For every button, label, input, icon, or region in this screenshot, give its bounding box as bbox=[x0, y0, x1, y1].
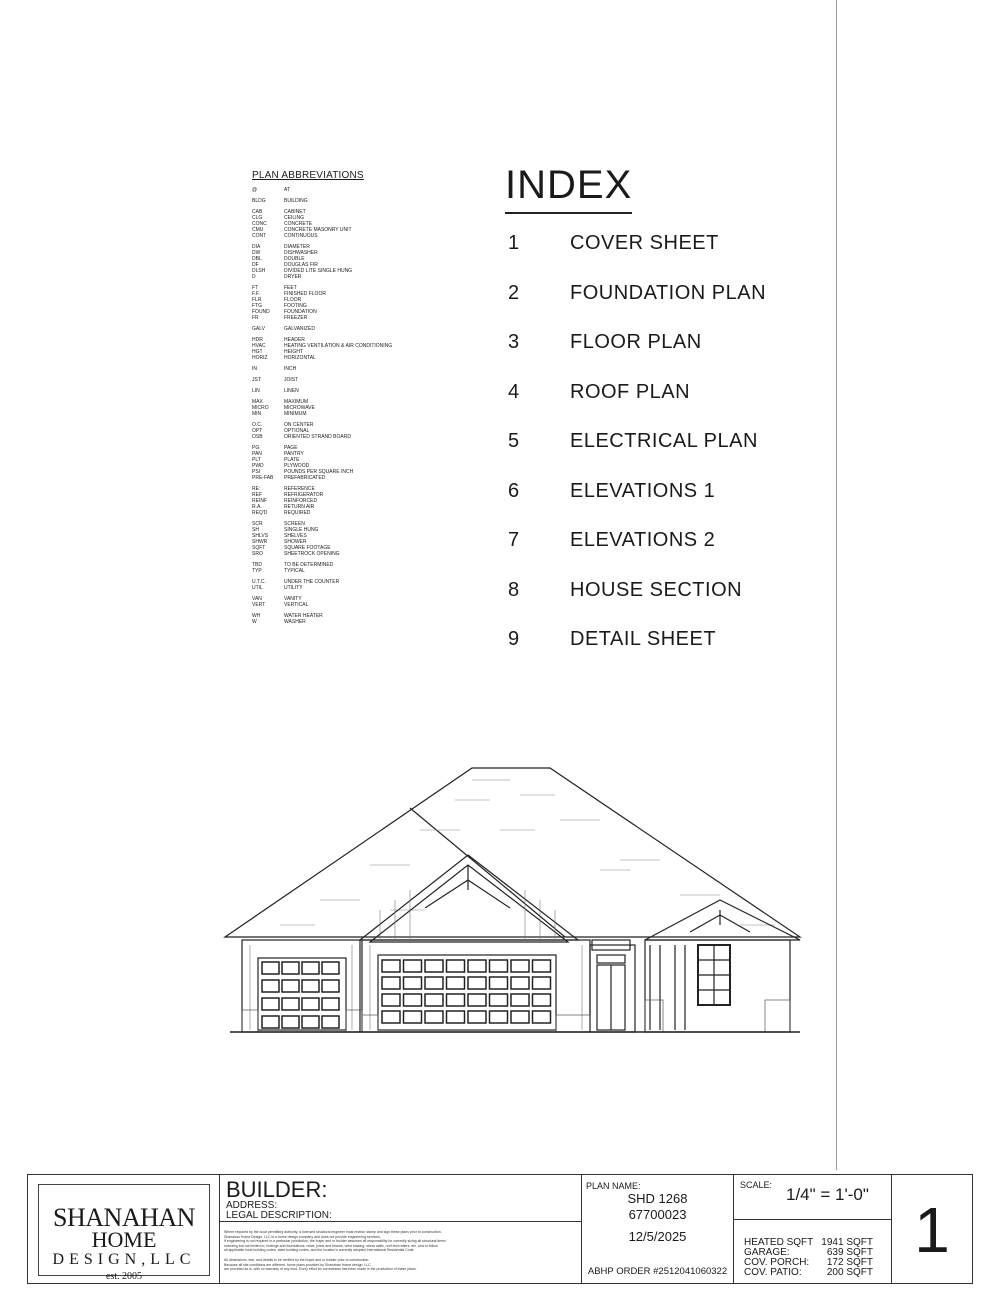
abbreviation-code: FR bbox=[252, 315, 259, 321]
abbreviation-meaning: FLOOR bbox=[284, 297, 302, 303]
abbreviation-code: REQ'D bbox=[252, 510, 268, 516]
abbreviation-meaning: DISHWASHER bbox=[284, 250, 318, 256]
index-label: HOUSE SECTION bbox=[570, 578, 743, 601]
abbreviation-meaning: CABINET bbox=[284, 209, 306, 215]
abbreviation-group bbox=[252, 244, 452, 280]
abbreviation-group bbox=[252, 187, 452, 193]
abbreviation-meaning: UTILITY bbox=[284, 585, 303, 591]
abbreviation-code: FT bbox=[252, 285, 259, 291]
abbreviation-code: PSI bbox=[252, 469, 261, 475]
abbreviation-meaning: DOUBLE bbox=[284, 256, 305, 262]
index-label: COVER SHEET bbox=[570, 232, 719, 254]
abbreviation-meaning: VERTICAL bbox=[284, 602, 309, 608]
sqft-label: COV. PATIO: bbox=[744, 1267, 802, 1278]
abbreviation-group bbox=[252, 596, 452, 608]
sqft-row bbox=[744, 1267, 873, 1278]
abbreviation-code: DLSH bbox=[252, 268, 266, 274]
disclaimer-line: If engineering is not required in a particular jurisdiction, the buyer and or builder assumes all responsibility for correctly sizing all structural items bbox=[224, 1239, 446, 1243]
abbreviation-code: PAN bbox=[252, 451, 262, 457]
abbreviation-row bbox=[252, 198, 452, 204]
sqft-value: 1941 SQFT bbox=[821, 1237, 873, 1248]
abbreviation-code: FTG bbox=[252, 303, 262, 309]
abbreviation-code: WH bbox=[252, 613, 261, 619]
abbreviation-code: SRO bbox=[252, 551, 263, 557]
abbreviation-code: PG bbox=[252, 445, 260, 451]
abbreviation-code: FOUND bbox=[252, 309, 270, 315]
abbreviation-code: CLG bbox=[252, 215, 263, 221]
address-label: ADDRESS: bbox=[226, 1200, 278, 1211]
index-label: FLOOR PLAN bbox=[570, 331, 702, 353]
abbreviation-group bbox=[252, 422, 452, 440]
abbreviation-meaning: HORIZONTAL bbox=[284, 355, 316, 361]
abbreviation-code: REINF bbox=[252, 498, 267, 504]
abbreviation-group bbox=[252, 445, 452, 481]
abbreviation-code: DBL bbox=[252, 256, 262, 262]
abbreviation-group bbox=[252, 579, 452, 591]
plan-name-label: PLAN NAME: bbox=[586, 1181, 641, 1191]
disclaimer-line: including but not limited to, footings and foundations, rebar, joists and beams, wind bracing, shear walls, roof and rafters, etc, and to follow bbox=[224, 1243, 438, 1248]
abbreviation-meaning: WATER HEATER bbox=[284, 613, 323, 619]
index-number: 1 bbox=[508, 232, 520, 254]
abbreviation-row bbox=[252, 355, 452, 361]
right-gable bbox=[645, 900, 800, 940]
abbreviation-meaning: INCH bbox=[284, 366, 297, 372]
abbreviation-code: TBD bbox=[252, 562, 262, 568]
abbreviation-meaning: PLYWOOD bbox=[284, 463, 310, 469]
abbreviation-meaning: PAGE bbox=[284, 445, 298, 451]
entry-door bbox=[592, 940, 630, 1030]
abbreviation-meaning: SHOWER bbox=[284, 539, 307, 545]
abbreviation-row bbox=[252, 602, 452, 608]
disclaimer-line: Where required by the local permitting authority, a licensed structural engineer must review, stamp and sign these plans prior to construction. bbox=[224, 1230, 442, 1234]
abbreviation-code: DW bbox=[252, 250, 261, 256]
front-elevation-drawing bbox=[220, 760, 810, 1040]
abbreviation-meaning: FOUNDATION bbox=[284, 309, 317, 315]
builder-label: BUILDER: bbox=[226, 1177, 328, 1202]
abbreviation-meaning: PREFABRICATED bbox=[284, 475, 326, 481]
index-number: 7 bbox=[508, 529, 520, 551]
index-item bbox=[505, 480, 805, 530]
abbreviation-row bbox=[252, 568, 452, 574]
abbreviation-row bbox=[252, 366, 452, 372]
abbreviation-row bbox=[252, 551, 452, 557]
abbreviation-meaning: DIAMETER bbox=[284, 244, 310, 250]
abbreviation-group bbox=[252, 209, 452, 239]
abbreviation-row bbox=[252, 475, 452, 481]
abbreviation-meaning: SINGLE HUNG bbox=[284, 527, 319, 533]
abbreviation-code: R.A. bbox=[252, 504, 262, 510]
abbreviation-meaning: AT bbox=[284, 187, 291, 193]
abbreviation-meaning: HEADER bbox=[284, 337, 305, 343]
abbreviation-code: GALV bbox=[252, 326, 265, 332]
abbreviation-row bbox=[252, 326, 452, 332]
abbreviation-meaning: OPTIONAL bbox=[284, 428, 310, 434]
index-number: 6 bbox=[508, 479, 520, 502]
abbreviation-code: HVAC bbox=[252, 343, 266, 349]
index-number: 3 bbox=[508, 331, 520, 353]
abbreviation-meaning: ON CENTER bbox=[284, 422, 314, 428]
index-number: 4 bbox=[508, 380, 520, 403]
index-item bbox=[505, 430, 805, 480]
abbreviation-meaning: ORIENTED STRAND BOARD bbox=[284, 434, 351, 440]
abbreviation-code: O.C. bbox=[252, 422, 263, 428]
warranty-disclaimer bbox=[224, 1258, 577, 1272]
abbreviation-code: OSB bbox=[252, 434, 263, 440]
abbreviation-meaning: LINEN bbox=[284, 388, 299, 394]
sheet-number: 1 bbox=[914, 1194, 950, 1266]
abbreviation-group bbox=[252, 377, 452, 383]
abbreviation-meaning: TYPICAL bbox=[284, 568, 305, 574]
abbreviation-meaning: PLATE bbox=[284, 457, 300, 463]
abbreviation-code: RE: bbox=[252, 486, 261, 492]
abbreviation-code: CMU bbox=[252, 227, 264, 233]
main-roof bbox=[225, 768, 800, 937]
abbreviation-row bbox=[252, 510, 452, 516]
index-label: ELEVATIONS 1 bbox=[570, 479, 716, 502]
abbreviation-group bbox=[252, 198, 452, 204]
abbreviation-meaning: FREEZER bbox=[284, 315, 308, 321]
sheet-number-cell bbox=[892, 1175, 972, 1283]
abbreviation-row bbox=[252, 619, 452, 625]
left-garage-door bbox=[258, 958, 346, 1030]
abbreviation-row bbox=[252, 388, 452, 394]
plan-cell bbox=[582, 1175, 734, 1283]
index-number: 8 bbox=[508, 578, 520, 601]
abbreviation-meaning: JOIST bbox=[284, 377, 299, 383]
abbreviation-group bbox=[252, 326, 452, 332]
abbreviation-meaning: TO BE DETERMINED bbox=[284, 562, 334, 568]
abbreviation-row bbox=[252, 377, 452, 383]
plan-name: SHD 1268 bbox=[627, 1191, 688, 1206]
index-item bbox=[505, 529, 805, 579]
abbreviation-code: D bbox=[252, 274, 256, 280]
abbreviation-code: OPT bbox=[252, 428, 263, 434]
disclaimer-line: all applicable local building codes, state building codes, and the location's currently adopted International Residential Code. bbox=[224, 1248, 415, 1252]
abbreviation-code: DIA bbox=[252, 244, 261, 250]
abbreviation-meaning: BUILDING bbox=[284, 198, 308, 204]
index-number: 9 bbox=[508, 628, 520, 650]
abbreviation-meaning: MINIMUM bbox=[284, 411, 307, 417]
left-garage-wall bbox=[242, 940, 360, 1032]
index-item bbox=[505, 331, 805, 381]
legal-description-label: LEGAL DESCRIPTION: bbox=[226, 1210, 332, 1221]
abbreviation-meaning: REFRIGERATOR bbox=[284, 492, 324, 498]
abbreviation-meaning: SHEETROCK OPENING bbox=[284, 551, 340, 557]
sheet-index bbox=[505, 160, 805, 678]
abbreviation-meaning: MAXIMUM bbox=[284, 399, 309, 405]
abbreviation-meaning: CONCRETE bbox=[284, 221, 313, 227]
abbreviation-meaning: CONCRETE MASONRY UNIT bbox=[284, 227, 352, 233]
abbreviation-code: CAB bbox=[252, 209, 263, 215]
plan-date: 12/5/2025 bbox=[628, 1229, 687, 1244]
abbreviation-meaning: RETURN AIR bbox=[284, 504, 315, 510]
abbreviation-code: MICRO bbox=[252, 405, 269, 411]
abbreviation-meaning: HEIGHT bbox=[284, 349, 303, 355]
index-title: INDEX bbox=[505, 160, 632, 214]
abbreviation-code: SH bbox=[252, 527, 259, 533]
abbreviations-title: PLAN ABBREVIATIONS bbox=[252, 170, 364, 181]
abbreviation-code: F.F. bbox=[252, 291, 260, 297]
sqft-label: COV. PORCH: bbox=[744, 1257, 810, 1268]
abbreviation-code: VAN bbox=[252, 596, 262, 602]
index-label: ELECTRICAL PLAN bbox=[570, 430, 758, 452]
index-label: ROOF PLAN bbox=[570, 380, 691, 403]
abbreviation-meaning: REFERENCE bbox=[284, 486, 315, 492]
abbreviation-meaning: GALVANIZED bbox=[284, 326, 315, 332]
plan-number: 67700023 bbox=[628, 1207, 687, 1222]
abbreviation-code: REF bbox=[252, 492, 262, 498]
abbreviation-code: DF bbox=[252, 262, 259, 268]
center-garage-door bbox=[378, 955, 556, 1030]
disclaimer-line: are provided as is, with no warranty of any kind. Every effort for correctness has been made in the production of these plans. bbox=[224, 1267, 417, 1271]
abbreviation-code: FLR bbox=[252, 297, 262, 303]
index-list bbox=[505, 232, 805, 678]
abbreviation-meaning: SHELVES bbox=[284, 533, 307, 539]
index-label: DETAIL SHEET bbox=[570, 628, 717, 650]
abbreviation-meaning: DOUGLAS FIR bbox=[284, 262, 318, 268]
abbreviation-meaning: FINISHED FLOOR bbox=[284, 291, 326, 297]
abbreviation-code: BLDG bbox=[252, 198, 266, 204]
sqft-value: 639 SQFT bbox=[826, 1247, 873, 1258]
abbreviation-meaning: SQUARE FOOTAGE bbox=[284, 545, 331, 551]
abbreviation-meaning: HEATING VENTILATION & AIR CONDITIONING bbox=[284, 343, 393, 349]
abbreviation-group bbox=[252, 337, 452, 361]
index-item bbox=[505, 628, 805, 678]
abbreviation-row bbox=[252, 274, 452, 280]
title-block bbox=[27, 1174, 973, 1284]
abbreviation-code: UTIL bbox=[252, 585, 263, 591]
abbreviation-meaning: MICROWAVE bbox=[284, 405, 315, 411]
sqft-label: GARAGE: bbox=[744, 1247, 790, 1258]
abbreviation-code: CONC bbox=[252, 221, 267, 227]
abbreviation-row bbox=[252, 187, 452, 193]
abbreviation-code: HDR bbox=[252, 337, 263, 343]
scale-cell bbox=[734, 1175, 892, 1283]
abbreviation-group bbox=[252, 388, 452, 394]
index-label: FOUNDATION PLAN bbox=[570, 281, 767, 304]
index-number: 5 bbox=[508, 430, 520, 452]
abbreviation-group bbox=[252, 613, 452, 625]
company-logo: SHANAHAN HOME DESIGN,LLC est. 2005 bbox=[38, 1184, 210, 1276]
abbreviation-meaning: SCREEN bbox=[284, 521, 305, 527]
disclaimer-line: All dimensions, text, and details to be verified by the buyer and or builder prior to construction. bbox=[224, 1258, 370, 1262]
abbreviation-code: LIN bbox=[252, 388, 260, 394]
abbreviation-group bbox=[252, 366, 452, 372]
abbreviation-group bbox=[252, 562, 452, 574]
abbreviation-meaning: VANITY bbox=[284, 596, 302, 602]
sqft-label: HEATED SQFT bbox=[744, 1237, 814, 1248]
abbreviation-row bbox=[252, 585, 452, 591]
porch-window bbox=[650, 945, 730, 1030]
abbreviation-row bbox=[252, 434, 452, 440]
index-item bbox=[505, 282, 805, 332]
abbreviation-group bbox=[252, 399, 452, 417]
abbreviation-code: CONT bbox=[252, 233, 267, 239]
abbreviation-code: TYP bbox=[252, 568, 262, 574]
index-item bbox=[505, 579, 805, 629]
sqft-value: 200 SQFT bbox=[826, 1267, 873, 1278]
abbreviation-code: HORIZ bbox=[252, 355, 268, 361]
porch-wall bbox=[645, 940, 790, 1032]
center-gable bbox=[360, 855, 578, 940]
engineering-disclaimer bbox=[224, 1230, 577, 1253]
abbreviation-code: SCR bbox=[252, 521, 263, 527]
plan-abbreviations bbox=[252, 170, 452, 630]
abbreviation-code: PLT bbox=[252, 457, 261, 463]
sqft-value: 172 SQFT bbox=[826, 1257, 873, 1268]
abbreviation-code: W bbox=[252, 619, 257, 625]
abbreviation-code: PWD bbox=[252, 463, 264, 469]
abbreviation-meaning: FEET bbox=[284, 285, 297, 291]
abbreviation-code: SHWR bbox=[252, 539, 268, 545]
abbreviation-group bbox=[252, 486, 452, 516]
abbreviation-group bbox=[252, 521, 452, 557]
index-number: 2 bbox=[508, 281, 520, 304]
scale-label: SCALE: bbox=[740, 1180, 773, 1190]
abbreviation-row bbox=[252, 233, 452, 239]
abbreviation-code: JST bbox=[252, 377, 261, 383]
index-item bbox=[505, 381, 805, 431]
abbreviation-code: SQFT bbox=[252, 545, 266, 551]
order-number: ABHP ORDER #2512041060322 bbox=[587, 1266, 728, 1277]
abbreviations-list bbox=[252, 187, 452, 625]
abbreviation-code: SHLVS bbox=[252, 533, 269, 539]
abbreviation-meaning: CEILING bbox=[284, 215, 305, 221]
abbreviation-meaning: DIVIDED LITE SINGLE HUNG bbox=[284, 268, 353, 274]
abbreviation-code: PRE-FAB bbox=[252, 475, 274, 481]
abbreviation-code: U.T.C. bbox=[252, 579, 266, 585]
abbreviation-row bbox=[252, 411, 452, 417]
abbreviation-meaning: PANTRY bbox=[284, 451, 304, 457]
abbreviation-code: @ bbox=[252, 187, 258, 193]
builder-cell bbox=[220, 1175, 582, 1283]
abbreviation-code: MIN bbox=[252, 411, 262, 417]
abbreviation-meaning: POUNDS PER SQUARE INCH bbox=[284, 469, 354, 475]
abbreviation-meaning: DRYER bbox=[284, 274, 302, 280]
abbreviation-meaning: UNDER THE COUNTER bbox=[284, 579, 340, 585]
abbreviation-code: VERT bbox=[252, 602, 266, 608]
abbreviation-meaning: WASHER bbox=[284, 619, 306, 625]
abbreviation-code: HGT bbox=[252, 349, 263, 355]
abbreviation-meaning: REINFORCED bbox=[284, 498, 318, 504]
abbreviation-code: MAX bbox=[252, 399, 263, 405]
index-item bbox=[505, 232, 805, 282]
page-edge-line bbox=[836, 0, 837, 1170]
abbreviation-row bbox=[252, 315, 452, 321]
disclaimer-line: Because all site conditions are different, home plans provided by Shanahan Home design, LLC bbox=[224, 1262, 371, 1267]
abbreviation-meaning: CONTINUOUS bbox=[284, 233, 318, 239]
abbreviation-group bbox=[252, 285, 452, 321]
logo-cell bbox=[28, 1175, 220, 1283]
disclaimer-line: Shanahan Home Design, LLC is a home design company and does not provide engineering services. bbox=[224, 1234, 381, 1239]
abbreviation-meaning: REQUIRED bbox=[284, 510, 311, 516]
index-label: ELEVATIONS 2 bbox=[570, 529, 716, 551]
abbreviation-code: IN bbox=[252, 366, 257, 372]
scale-value: 1/4" = 1'-0" bbox=[786, 1185, 869, 1204]
abbreviation-meaning: FOOTING bbox=[284, 303, 307, 309]
